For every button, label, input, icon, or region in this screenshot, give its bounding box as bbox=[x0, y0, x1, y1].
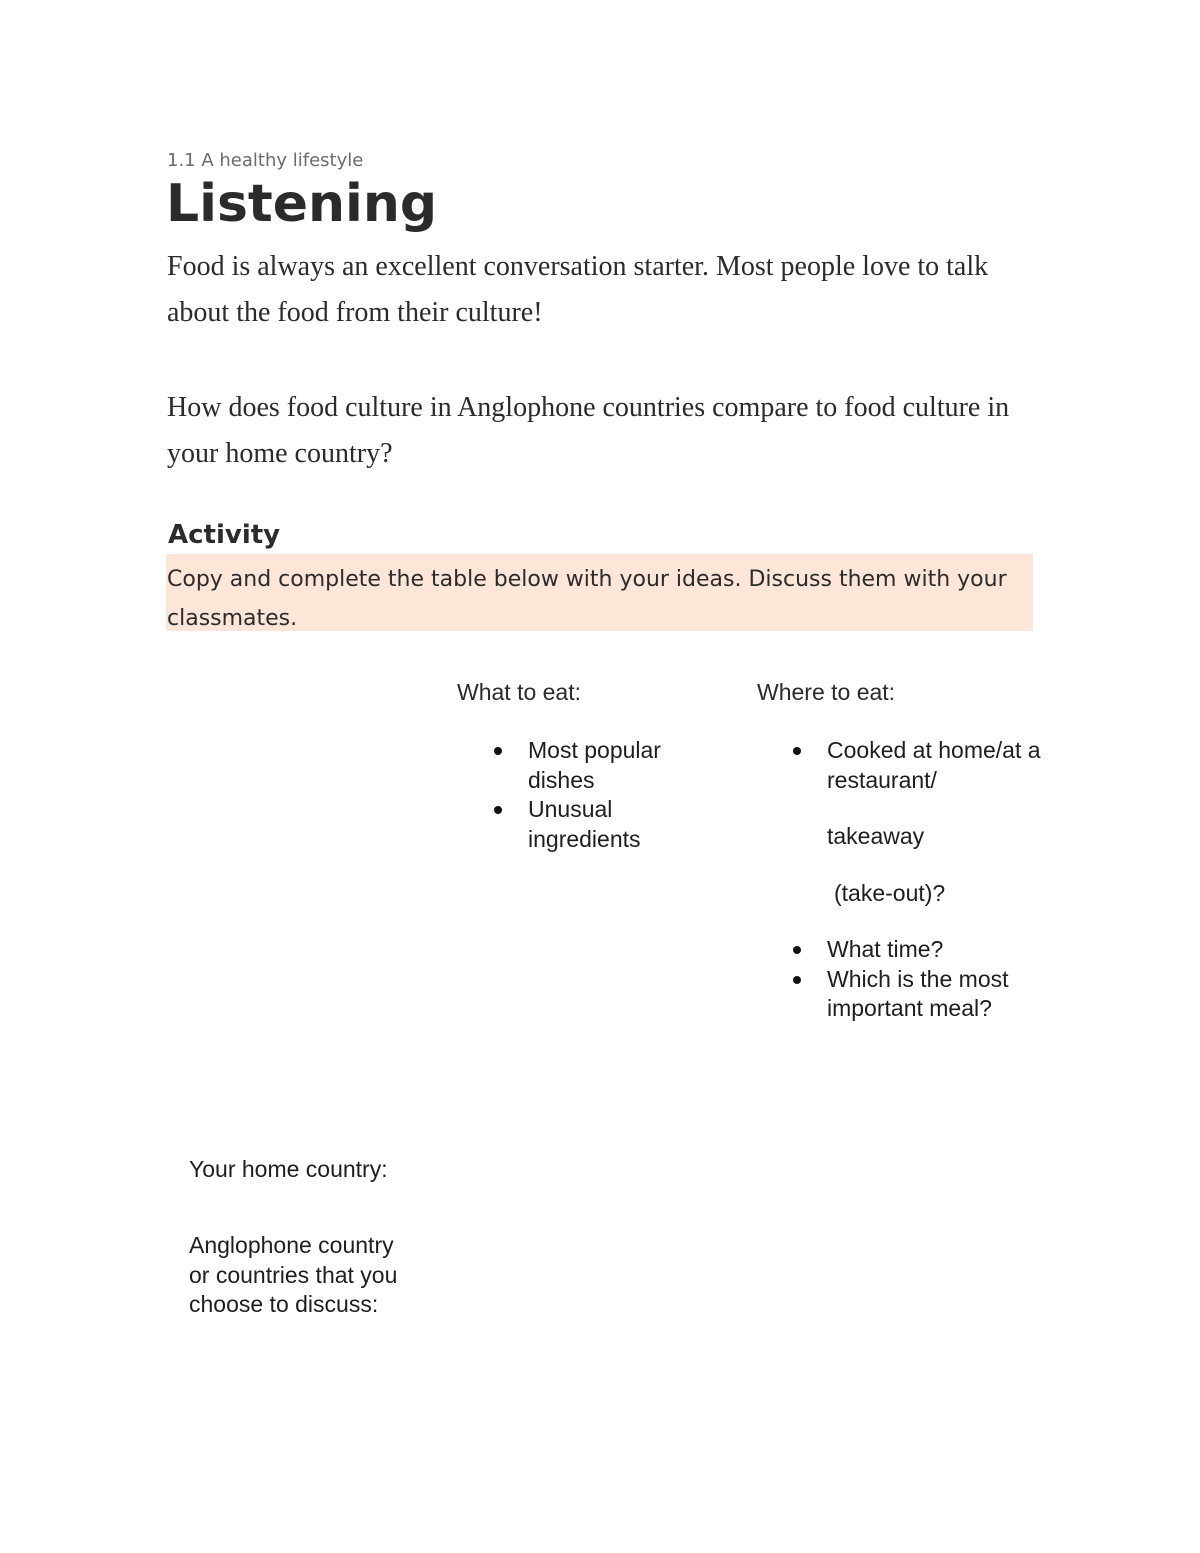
list-item-text: Unusual ingredients bbox=[528, 796, 641, 852]
list-item bbox=[528, 736, 718, 795]
list-item-text: Cooked at home/at a restaurant/ bbox=[827, 737, 1041, 793]
where-to-eat-list bbox=[827, 736, 1057, 795]
bullet-icon bbox=[793, 747, 801, 755]
table-column-heading-where: Where to eat: bbox=[757, 679, 896, 705]
activity-instruction-box: Copy and complete the table below with your ideas. Discuss them with your classmates. bbox=[166, 554, 1033, 631]
where-to-eat-list-continued bbox=[827, 935, 1057, 1024]
table-row-label-anglophone: Anglophone country or countries that you choose to discuss: bbox=[189, 1232, 398, 1317]
table-row-label-home: Your home country: bbox=[189, 1156, 388, 1182]
activity-heading: Activity bbox=[168, 520, 281, 550]
intro-paragraph: Food is always an excellent conversation starter. Most people love to talk about the food from their culture! bbox=[167, 251, 989, 328]
takeout-line: (take-out)? bbox=[834, 880, 946, 906]
list-item-text: What time? bbox=[827, 936, 944, 962]
bullet-icon bbox=[793, 946, 801, 954]
page-title: Listening bbox=[166, 174, 438, 234]
list-item bbox=[827, 935, 1057, 965]
list-item bbox=[528, 795, 718, 854]
table-column-heading-what: What to eat: bbox=[457, 679, 582, 705]
takeaway-line: takeaway bbox=[827, 823, 925, 849]
bullet-icon bbox=[494, 806, 502, 814]
what-to-eat-list bbox=[528, 736, 718, 854]
bullet-icon bbox=[494, 747, 502, 755]
list-item bbox=[827, 965, 1057, 1024]
list-item-text: Which is the most important meal? bbox=[827, 965, 1009, 1021]
bullet-icon bbox=[793, 976, 801, 984]
list-item-text: Most popular dishes bbox=[528, 737, 661, 793]
section-label: 1.1 A healthy lifestyle bbox=[167, 150, 364, 171]
question-paragraph: How does food culture in Anglophone countries compare to food culture in your home country? bbox=[167, 392, 1010, 469]
list-item bbox=[827, 736, 1057, 795]
